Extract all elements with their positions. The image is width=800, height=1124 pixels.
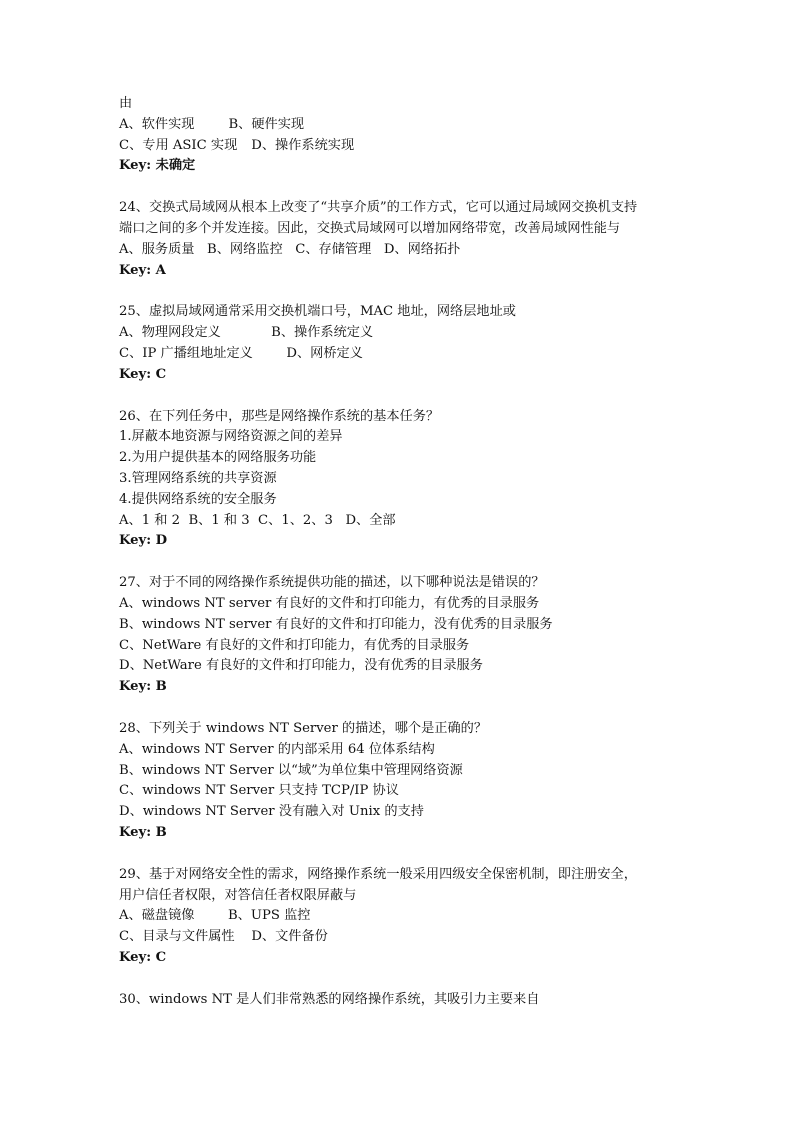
option-line: C、windows NT Server 只支持 TCP/IP 协议 [119, 783, 399, 799]
fragment-lead: 由 [119, 96, 133, 111]
question-29 [119, 865, 699, 969]
fragment-option-line [119, 136, 699, 157]
question-title: 24、交换式局域网从根本上改变了“共享介质”的工作方式，它可以通过局域网交换机支持 [119, 200, 638, 216]
question-title: 用户信任者权限，对答信任者权限屏蔽与 [119, 887, 357, 903]
fragment-option-line [119, 115, 699, 136]
question-26 [119, 407, 699, 553]
spacer [119, 281, 699, 302]
question-title: 28、下列关于 windows NT Server 的描述，哪个是正确的？ [119, 720, 488, 736]
answer-key: Key: B [119, 824, 167, 840]
spacer [119, 386, 699, 407]
option-a: A、软件实现 [119, 116, 195, 132]
option-line: D、NetWare 有良好的文件和打印能力，没有优秀的目录服务 [119, 658, 483, 674]
question-24 [119, 198, 699, 281]
option-line: C、目录与文件属性 D、文件备份 [119, 929, 328, 945]
option-line: 3.管理网络系统的共享资源 [119, 470, 277, 486]
question-fragment [119, 94, 699, 177]
answer-key: Key: 未确定 [119, 158, 196, 174]
question-30 [119, 990, 699, 1011]
question-title: 30、windows NT 是人们非常熟悉的网络操作系统，其吸引力主要来自 [119, 991, 540, 1007]
option-b: B、硬件实现 [228, 116, 305, 132]
spacer [119, 844, 699, 865]
question-title: 25、虚拟局域网通常采用交换机端口号，MAC 地址，网络层地址或 [119, 304, 516, 320]
option-line: A、windows NT server 有良好的文件和打印能力，有优秀的目录服务 [119, 595, 540, 611]
question-title: 26、在下列任务中，那些是网络操作系统的基本任务？ [119, 408, 440, 424]
answer-key: Key: C [119, 366, 167, 382]
option-line: 4.提供网络系统的安全服务 [119, 491, 277, 507]
option-line: A、磁盘镜像 B、UPS 监控 [119, 908, 311, 924]
option-line: C、NetWare 有良好的文件和打印能力，有优秀的目录服务 [119, 637, 470, 653]
question-28 [119, 719, 699, 844]
option-line: A、windows NT Server 的内部采用 64 位体系结构 [119, 741, 435, 757]
question-25 [119, 302, 699, 385]
option-line: A、物理网段定义 B、操作系统定义 [119, 325, 374, 341]
answer-key: Key: A [119, 262, 166, 278]
option-d: D、操作系统实现 [251, 137, 355, 153]
spacer [119, 177, 699, 198]
spacer [119, 698, 699, 719]
answer-key: Key: B [119, 679, 167, 695]
spacer [119, 552, 699, 573]
spacer [119, 969, 699, 990]
option-line: 1.屏蔽本地资源与网络资源之间的差异 [119, 429, 343, 445]
question-title: 端口之间的多个并发连接。因此，交换式局域网可以增加网络带宽，改善局域网性能与 [119, 220, 621, 236]
option-c: C、专用 ASIC 实现 [119, 137, 238, 153]
question-title: 27、对于不同的网络操作系统提供功能的描述，以下哪种说法是错误的？ [119, 575, 545, 591]
option-line: A、服务质量 B、网络监控 C、存储管理 D、网络拓扑 [119, 241, 461, 257]
option-line: B、windows NT server 有良好的文件和打印能力，没有优秀的目录服务 [119, 616, 553, 632]
question-title: 29、基于对网络安全性的需求，网络操作系统一般采用四级安全保密机制，即注册安全， [119, 866, 637, 882]
document-page [119, 94, 699, 1010]
answer-key: Key: C [119, 949, 167, 965]
option-line: C、IP 广播组地址定义 D、网桥定义 [119, 345, 363, 361]
option-line: A、1 和 2 B、1 和 3 C、1、2、3 D、全部 [119, 512, 396, 528]
question-27 [119, 573, 699, 698]
option-line: D、windows NT Server 没有融入对 Unix 的支持 [119, 804, 424, 820]
option-line: 2.为用户提供基本的网络服务功能 [119, 450, 317, 466]
answer-key: Key: D [119, 533, 168, 549]
option-line: B、windows NT Server 以“域”为单位集中管理网络资源 [119, 762, 463, 778]
